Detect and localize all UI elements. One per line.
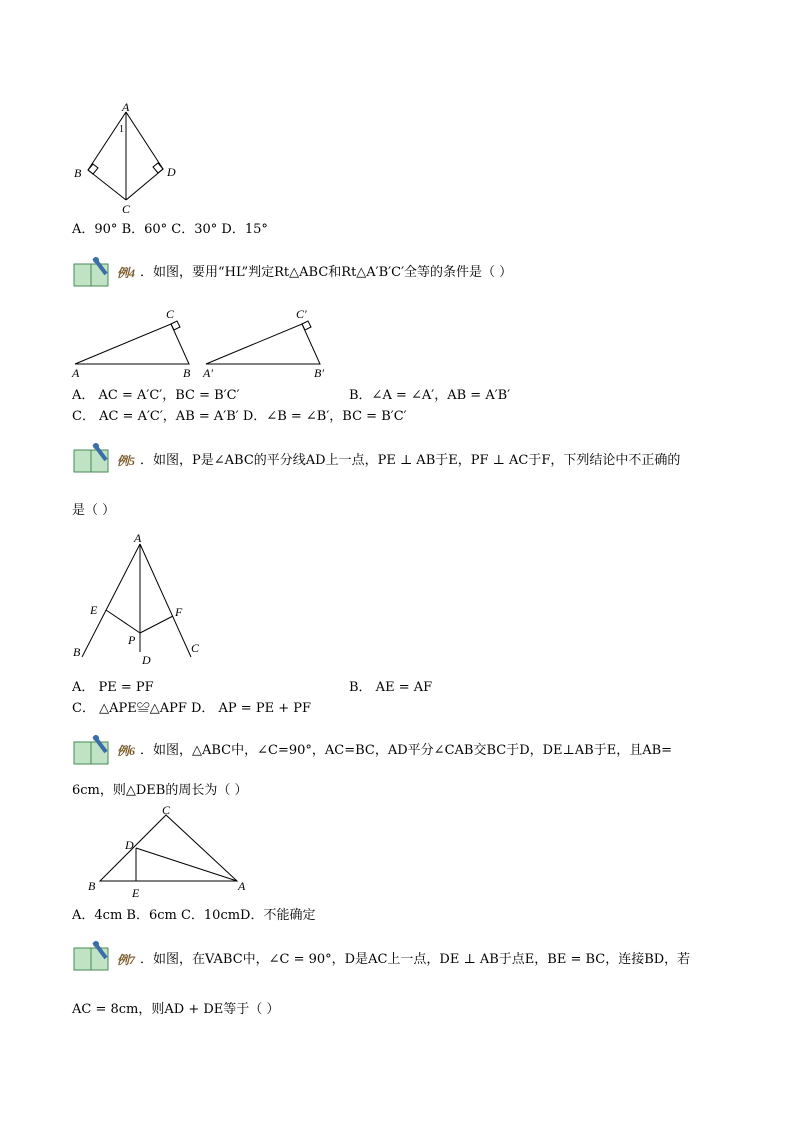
- example-6-stem-line2: 6cm，则△DEB的周长为（ ）: [72, 783, 248, 798]
- ex6-label-b: B: [88, 879, 96, 893]
- tri2-label-c: C′: [296, 307, 307, 321]
- example-5-option-b: B． AE = AF: [349, 680, 433, 695]
- tri2-label-a: A′: [203, 366, 213, 380]
- bisector-label-b: B: [73, 645, 81, 659]
- bisector-label-e: E: [90, 603, 98, 617]
- example-7-tag: 例7: [117, 953, 136, 967]
- kite-figure: [70, 100, 190, 218]
- tri1-label-b: B: [183, 366, 191, 380]
- example-5-tag: 例5: [117, 454, 136, 468]
- example-book-icon: [72, 256, 118, 288]
- example-book-icon: [72, 734, 118, 766]
- example-book-icon: [72, 442, 118, 474]
- isosceles-right-triangle-figure: [84, 805, 254, 900]
- kite-label-c: C: [122, 202, 131, 216]
- ex6-label-d: D: [125, 838, 134, 852]
- kite-label-one: 1: [119, 124, 124, 135]
- bisector-label-d: D: [142, 653, 151, 667]
- right-triangles-figure: [70, 305, 360, 385]
- tri1-label-c: C: [166, 307, 175, 321]
- example-7-stem-line1: ．如图，在VABC中，∠C = 90°，D是AC上一点，DE ⊥ AB于点E，BE = BC，连接BD，若: [140, 952, 691, 967]
- ex6-label-c: C: [162, 805, 171, 817]
- kite-label-b: B: [74, 166, 82, 180]
- ex6-label-a: A: [238, 879, 246, 893]
- example-5-stem-line1: ．如图，P是∠ABC的平分线AD上一点，PE ⊥ AB于E，PF ⊥ AC于F，下列结论中不正确的: [140, 453, 681, 468]
- example-4-option-a: A． AC = A′C′，BC = B′C′: [72, 388, 240, 403]
- bisector-label-a: A: [134, 532, 142, 545]
- bisector-label-p: P: [128, 633, 136, 647]
- example-5-option-cd: C． △APE≌△APF D． AP = PE + PF: [72, 701, 311, 716]
- example-7-stem-line2: AC = 8cm，则AD + DE等于（ ）: [72, 1002, 280, 1017]
- example-4-option-cd: C． AC = A′C′，AB = A′B′ D．∠B = ∠B′，BC = B′C′: [72, 409, 407, 424]
- tri2-label-b: B′: [314, 366, 324, 380]
- bisector-label-c: C: [191, 641, 200, 655]
- bisector-label-f: F: [175, 605, 183, 619]
- example-book-icon: [72, 940, 118, 972]
- example-4-tag: 例4: [117, 266, 136, 280]
- angle-bisector-figure: [70, 532, 210, 670]
- example-6-options: A．4cm B．6cm C．10cmD．不能确定: [72, 908, 316, 923]
- example-5-stem-line2: 是（ ）: [72, 503, 116, 518]
- q3-options: A．90° B．60° C．30° D．15°: [72, 222, 268, 237]
- example-4-option-b: B．∠A = ∠A′，AB = A′B′: [349, 388, 511, 403]
- example-6-tag: 例6: [117, 744, 136, 758]
- example-4-stem: ．如图，要用“HL”判定Rt△ABC和Rt△A′B′C′全等的条件是（ ）: [140, 265, 513, 280]
- example-5-option-a: A． PE = PF: [72, 680, 154, 695]
- tri1-label-a: A: [72, 366, 80, 380]
- kite-label-d: D: [167, 165, 176, 179]
- kite-label-a: A: [122, 100, 130, 114]
- example-6-stem-line1: ．如图，△ABC中，∠C=90°，AC=BC，AD平分∠CAB交BC于D，DE⊥AB于E，且AB=: [140, 743, 673, 758]
- ex6-label-e: E: [132, 886, 140, 900]
